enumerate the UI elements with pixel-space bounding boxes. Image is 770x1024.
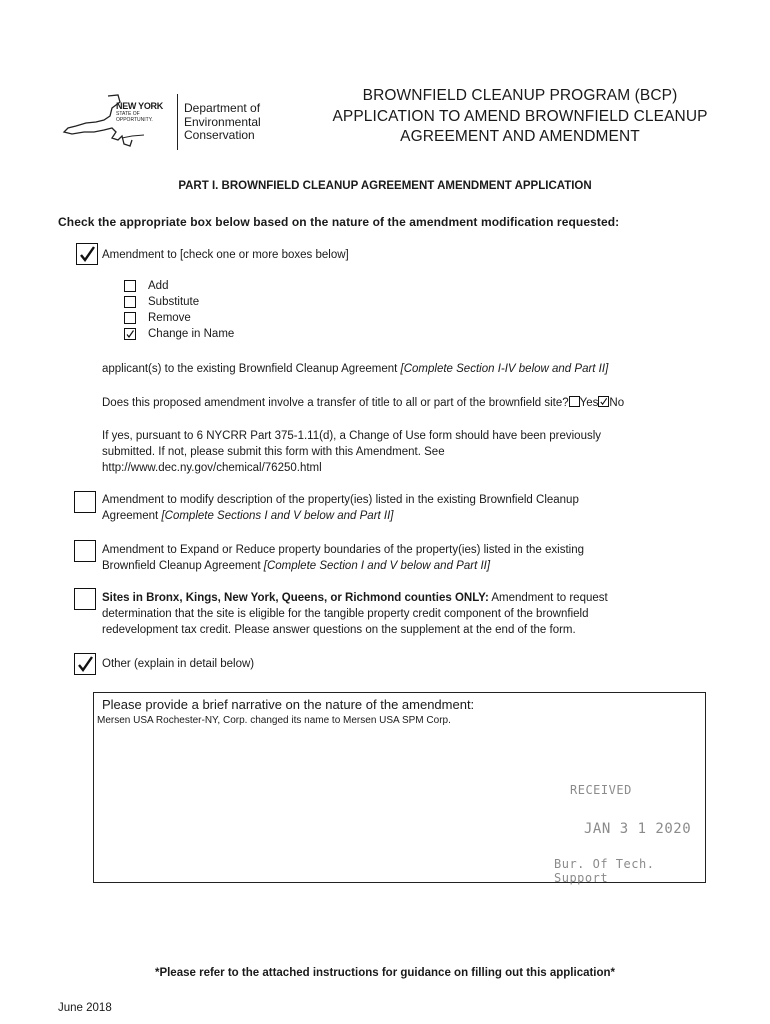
other-label: Other (explain in detail below) bbox=[102, 658, 255, 670]
logo-divider bbox=[177, 94, 178, 150]
add-label: Add bbox=[148, 280, 169, 292]
remove-label: Remove bbox=[148, 312, 191, 324]
applicants-instruction: [Complete Section I-IV below and Part II] bbox=[400, 363, 609, 375]
narrative-text: Mersen USA Rochester-NY, Corp. changed its name to Mersen USA SPM Corp. bbox=[97, 715, 451, 726]
substitute-checkbox[interactable] bbox=[124, 296, 136, 308]
form-date: June 2018 bbox=[58, 1002, 112, 1014]
dept-line: Conservation bbox=[184, 128, 255, 142]
checkmark-icon bbox=[77, 244, 97, 264]
modify-line-plain: Agreement bbox=[102, 510, 162, 522]
logo-tagline-line: STATE OF bbox=[116, 111, 140, 117]
modify-description-label bbox=[102, 492, 579, 524]
amendment-to-label: Amendment to [check one or more boxes below] bbox=[102, 249, 349, 261]
transfer-question: Does this proposed amendment involve a transfer of title to all or part of the brownfield site? bbox=[102, 397, 569, 409]
applicants-text bbox=[102, 361, 608, 377]
substitute-label: Substitute bbox=[148, 296, 200, 308]
transfer-no-checkbox[interactable] bbox=[598, 396, 609, 407]
logo-state-tagline bbox=[116, 112, 153, 123]
dept-line: Department of bbox=[184, 101, 261, 115]
form-title bbox=[290, 86, 750, 148]
title-line: APPLICATION TO AMEND BROWNFIELD CLEANUP bbox=[332, 107, 708, 125]
expand-reduce-checkbox[interactable] bbox=[74, 540, 96, 562]
change-in-name-checkbox[interactable] bbox=[124, 328, 136, 340]
title-line: BROWNFIELD CLEANUP PROGRAM (BCP) bbox=[362, 87, 678, 104]
change-of-use-link[interactable]: http://www.dec.ny.gov/chemical/76250.html bbox=[102, 462, 322, 474]
nyc-sites-label bbox=[102, 590, 608, 638]
part-heading: PART I. BROWNFIELD CLEANUP AGREEMENT AMENDMENT APPLICATION bbox=[178, 180, 592, 192]
transfer-question-row bbox=[102, 395, 624, 411]
nyc-sites-bold: Sites in Bronx, Kings, New York, Queens, or Richmond counties ONLY: bbox=[102, 592, 489, 604]
if-yes-line: submitted. If not, please submit this form with this Amendment. See bbox=[102, 446, 445, 458]
applicants-plain: applicant(s) to the existing Brownfield Cleanup Agreement bbox=[102, 363, 401, 375]
expand-reduce-label bbox=[102, 542, 584, 574]
nyc-sites-line: determination that the site is eligible for the tangible property credit component of the brownfield bbox=[102, 608, 589, 620]
narrative-field[interactable] bbox=[93, 692, 706, 883]
instructions-note: *Please refer to the attached instructions for guidance on filling out this application* bbox=[154, 967, 616, 979]
checkmark-icon bbox=[125, 329, 135, 339]
received-stamp-date: JAN 3 1 2020 bbox=[584, 821, 692, 837]
if-yes-text bbox=[102, 428, 601, 476]
if-yes-line: If yes, pursuant to 6 NYCRR Part 375-1.11(d), a Change of Use form should have been previously bbox=[102, 430, 602, 442]
modify-instruction: [Complete Sections I and V below and Part II] bbox=[161, 510, 394, 522]
nyc-sites-rest: Amendment to request bbox=[488, 592, 608, 604]
title-line: AGREEMENT AND AMENDMENT bbox=[400, 128, 640, 145]
expand-instruction: [Complete Section I and V below and Part II] bbox=[263, 560, 491, 572]
add-checkbox[interactable] bbox=[124, 280, 136, 292]
nysdec-logo bbox=[60, 92, 290, 154]
transfer-yes-checkbox[interactable] bbox=[569, 396, 580, 407]
amendment-to-checkbox[interactable] bbox=[76, 243, 98, 265]
nyc-sites-checkbox[interactable] bbox=[74, 588, 96, 610]
other-checkbox[interactable] bbox=[74, 653, 96, 675]
remove-checkbox[interactable] bbox=[124, 312, 136, 324]
checkmark-icon bbox=[599, 397, 608, 406]
instruction-text: Check the appropriate box below based on the nature of the amendment modification requested: bbox=[58, 215, 620, 229]
transfer-yes-label: Yes bbox=[579, 397, 599, 409]
received-stamp: RECEIVED bbox=[570, 783, 632, 797]
received-stamp-office: Bur. Of Tech. Support bbox=[554, 857, 655, 885]
change-in-name-label: Change in Name bbox=[148, 328, 235, 340]
logo-tagline-line: OPPORTUNITY. bbox=[116, 116, 153, 123]
modify-line: Amendment to modify description of the property(ies) listed in the existing Brownfield Cleanup bbox=[102, 494, 579, 506]
narrative-label: Please provide a brief narrative on the nature of the amendment: bbox=[102, 697, 475, 712]
checkmark-icon bbox=[75, 654, 95, 674]
dept-line: Environmental bbox=[184, 114, 261, 129]
transfer-no-label: No bbox=[609, 397, 625, 409]
expand-line-plain: Brownfield Cleanup Agreement bbox=[102, 560, 264, 572]
modify-description-checkbox[interactable] bbox=[74, 491, 96, 513]
logo-department-name bbox=[184, 102, 261, 143]
nyc-sites-line: redevelopment tax credit. Please answer questions on the supplement at the end of the form. bbox=[102, 624, 576, 636]
expand-line: Amendment to Expand or Reduce property boundaries of the property(ies) listed in the existing bbox=[102, 544, 584, 556]
logo-state-name: NEW YORK bbox=[116, 101, 163, 111]
